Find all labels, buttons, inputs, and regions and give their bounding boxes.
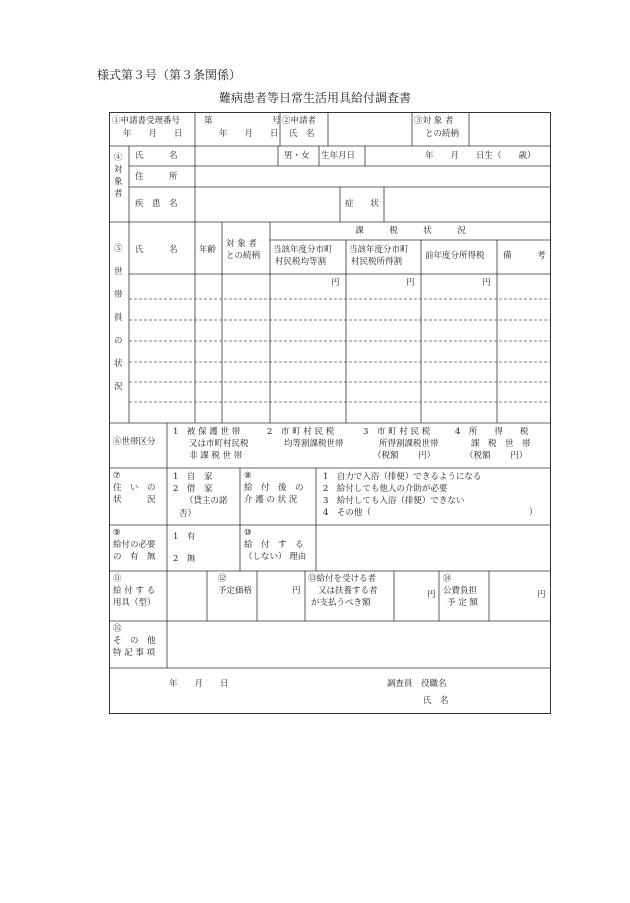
class-opt3-b: 所得割課税世帯	[379, 439, 439, 449]
form-number: 様式第３号（第３条関係）	[97, 68, 242, 82]
page-title: 難病患者等日常生活用具給付調査書	[218, 91, 411, 105]
receipt-number-field-label: 第 号	[204, 116, 281, 126]
price-yen: 円	[292, 586, 301, 596]
necessity-num: ⑨	[113, 528, 121, 538]
birthdate-format: 年 月 日生（ 歳）	[425, 151, 536, 161]
class-opt1-c: 非 課 税 世 帯	[189, 451, 243, 461]
price-num: ⑫	[218, 574, 227, 584]
relation-label: ③対 象 者	[414, 116, 454, 126]
burden-label-1: ⑬給付を受ける者	[308, 574, 377, 584]
applicant-label: ②申請者	[282, 116, 317, 126]
residence-opt2: 2 借 家	[173, 484, 213, 494]
class-opt3-c: （税額 円）	[373, 451, 436, 461]
investigator-label: 調査員 役職名	[387, 679, 447, 689]
subject-section-label: ④対象者	[114, 153, 123, 199]
class-opt4-b: 課 税 世 帯	[471, 439, 531, 449]
care-label-1: 給 付 後 の	[244, 483, 304, 493]
necessity-label-2: の 有 無	[113, 552, 156, 562]
remarks-header: 備 考	[503, 251, 546, 261]
necessity-opt2: 2 無	[173, 554, 196, 564]
class-opt4-c: （税額 円）	[465, 451, 528, 461]
footer-date: 年 月 日	[169, 679, 229, 689]
household-relation-header-2: との続柄	[226, 251, 261, 261]
class-opt2-a: 2 市 町 村 民 税	[267, 427, 335, 437]
subject-name-label: 氏 名	[135, 151, 178, 161]
household-age-header: 年齢	[199, 245, 217, 255]
reason-label-1: 給 付 す る	[244, 540, 304, 550]
equipment-label-2: 用具（型）	[113, 598, 156, 608]
residence-label-2: 状 況	[113, 495, 156, 505]
tax-status-header: 課 税 状 況	[355, 226, 466, 236]
survey-form-table	[109, 112, 551, 714]
equipment-num: ⑪	[113, 574, 122, 584]
price-label: 予定価格	[218, 586, 253, 596]
class-opt4-a: 4 所 得 税	[455, 427, 529, 437]
yen-col3: 円	[482, 278, 491, 288]
household-class-label: ⑥世帯区分	[113, 437, 156, 447]
address-label: 住 所	[135, 172, 178, 182]
sex-options: 男・女	[284, 151, 310, 161]
yen-col1: 円	[331, 278, 340, 288]
household-name-header: 氏 名	[135, 245, 178, 255]
investigator-name-label: 氏 名	[423, 696, 449, 706]
care-opt1: 1 自力で入浴（排便）できるようになる	[323, 472, 482, 482]
disease-label: 疾 患 名	[135, 199, 178, 209]
burden-yen: 円	[427, 590, 436, 600]
tax-col2-line1: 当該年度分市町	[349, 245, 409, 255]
other-label-2: 特 記 事 項	[113, 648, 156, 658]
public-num: ⑭	[443, 574, 452, 584]
class-opt1-a: 1 被 保 護 世 帯	[173, 427, 241, 437]
care-opt2: 2 給付しても他人の介助が必要	[323, 484, 448, 494]
reason-num: ⑩	[244, 528, 252, 538]
receipt-number-label: ①申請書受理番号	[112, 116, 181, 126]
yen-col2: 円	[406, 278, 415, 288]
public-yen: 円	[537, 590, 546, 600]
care-num: ⑧	[244, 471, 252, 481]
residence-num: ⑦	[113, 471, 121, 481]
receipt-number-date-label: 年 月 日	[219, 129, 279, 139]
class-opt3-a: 3 市 町 村 民 税	[363, 427, 431, 437]
birthdate-label: 生年月日	[321, 151, 356, 161]
residence-opt2-note2: 否）	[179, 509, 197, 519]
public-label-1: 公費負担	[443, 586, 478, 596]
symptom-label: 症 状	[345, 199, 380, 209]
necessity-opt1: 1 有	[173, 532, 196, 542]
care-opt3: 3 給付しても入浴（排便）できない	[323, 496, 465, 506]
equipment-label-1: 給 付 す る	[113, 586, 156, 596]
burden-label-3: が支払うべき額	[311, 598, 371, 608]
household-section-label: ⑤世帯員の状況	[114, 244, 123, 392]
other-num: ⑮	[113, 624, 122, 634]
necessity-label-1: 給付の必要	[113, 540, 156, 550]
tax-col2-line2: 村民税所得割	[351, 257, 403, 267]
residence-opt2-note: （貸主の諾	[185, 496, 228, 506]
care-label-2: 介 護 の 状 況	[244, 495, 298, 505]
receipt-date-label: 年 月 日	[123, 129, 183, 139]
care-opt4-end: ）	[529, 508, 538, 518]
tax-col1-line2: 村民税均等割	[275, 257, 327, 267]
tax-col1-line1: 当該年度分市町	[273, 245, 333, 255]
tax-col3-header: 前年度分所得税	[425, 251, 485, 261]
burden-label-2: 又は扶養する者	[318, 586, 378, 596]
public-label-2: 予 定 額	[447, 598, 478, 608]
residence-opt1: 1 自 家	[173, 472, 213, 482]
care-opt4: 4 その他（	[323, 508, 371, 518]
applicant-name-label: 氏 名	[289, 129, 315, 139]
residence-label-1: 住 い の	[113, 483, 156, 493]
household-relation-header-1: 対 象 者	[226, 239, 257, 249]
relation-sub-label: との続柄	[425, 129, 460, 139]
class-opt1-b: 又は市町村民税	[189, 439, 249, 449]
class-opt2-b: 均等割課税世帯	[284, 439, 344, 449]
other-label-1: そ の 他	[113, 636, 156, 646]
reason-label-2: （しない） 理由	[244, 552, 307, 562]
